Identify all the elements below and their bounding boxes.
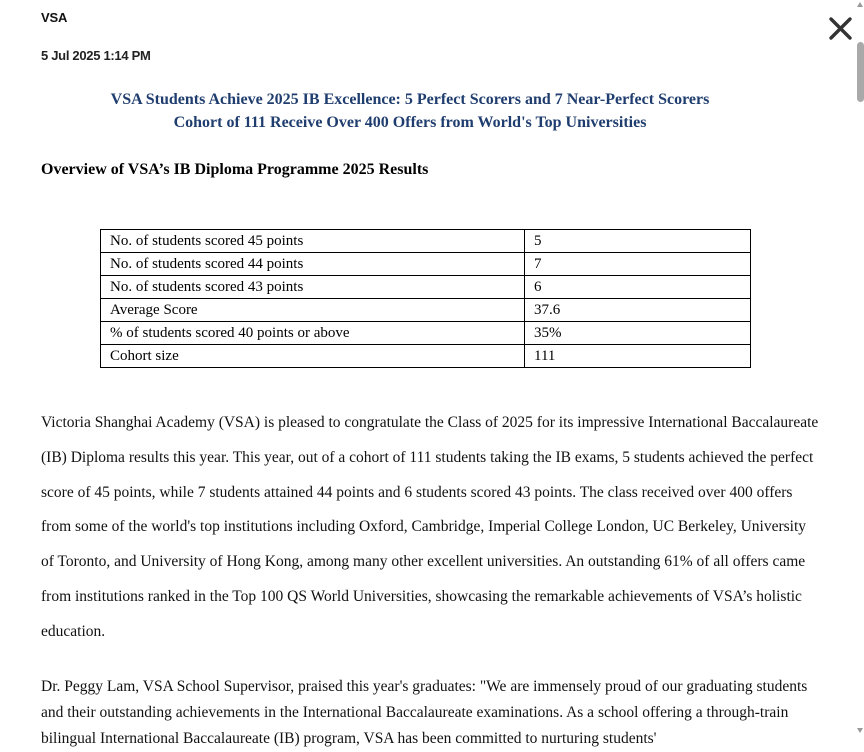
results-table (100, 229, 751, 368)
article-headline: VSA Students Achieve 2025 IB Excellence: 5 Perfect Scorers and 7 Near-Perfect Scorers (110, 91, 710, 108)
table-row (101, 322, 751, 345)
close-icon[interactable] (826, 14, 856, 44)
table-cell-label: No. of students scored 44 points (101, 253, 525, 276)
table-row (101, 345, 751, 368)
chevron-up-icon[interactable] (857, 2, 863, 7)
table-row (101, 299, 751, 322)
table-cell-label: Average Score (101, 299, 525, 322)
table-cell-label: Cohort size (101, 345, 525, 368)
table-cell-label: No. of students scored 43 points (101, 276, 525, 299)
body-paragraph: Dr. Peggy Lam, VSA School Supervisor, praised this year's graduates: "We are immensely proud of our graduating students and their outstanding achievements in the International Baccalaureate examinations. As a school offering a through-train bilingual International Baccalaureate (IB) program, VSA has been committed to nurturing students' (41, 678, 808, 747)
table-cell-value: 7 (525, 253, 751, 276)
table-cell-value: 35% (525, 322, 751, 345)
scrollbar-thumb[interactable] (857, 42, 864, 102)
body-paragraph: Victoria Shanghai Academy (VSA) is pleased to congratulate the Class of 2025 for its impressive International Baccalaureate (IB) Diploma results this year. This year, out of a cohort of 111 students taking the IB exams, 5 students achieved the perfect score of 45 points, while 7 students attained 44 points and 6 students scored 43 points. The class received over 400 offers from some of the world's top institutions including Oxford, Cambridge, Imperial College London, UC Berkeley, University of Toronto, and University of Hong Kong, among many other excellent universities. An outstanding 61% of all offers came from institutions ranked in the Top 100 QS World Universities, showcasing the remarkable achievements of VSA’s holistic education. (41, 414, 819, 640)
table-cell-label: No. of students scored 45 points (101, 230, 525, 253)
table-row (101, 230, 751, 253)
message-timestamp: 5 Jul 2025 1:14 PM (41, 48, 151, 63)
table-cell-label: % of students scored 40 points or above (101, 322, 525, 345)
table-cell-value: 6 (525, 276, 751, 299)
table-cell-value: 37.6 (525, 299, 751, 322)
table-cell-value: 5 (525, 230, 751, 253)
table-cell-value: 111 (525, 345, 751, 368)
chevron-down-icon[interactable] (857, 728, 863, 733)
section-heading: Overview of VSA’s IB Diploma Programme 2025 Results (41, 161, 429, 178)
scrollbar[interactable] (857, 0, 864, 737)
sender-name: VSA (41, 10, 68, 25)
close-button[interactable] (826, 14, 856, 44)
table-row (101, 253, 751, 276)
table-row (101, 276, 751, 299)
article-subheadline: Cohort of 111 Receive Over 400 Offers from World's Top Universities (173, 114, 647, 131)
